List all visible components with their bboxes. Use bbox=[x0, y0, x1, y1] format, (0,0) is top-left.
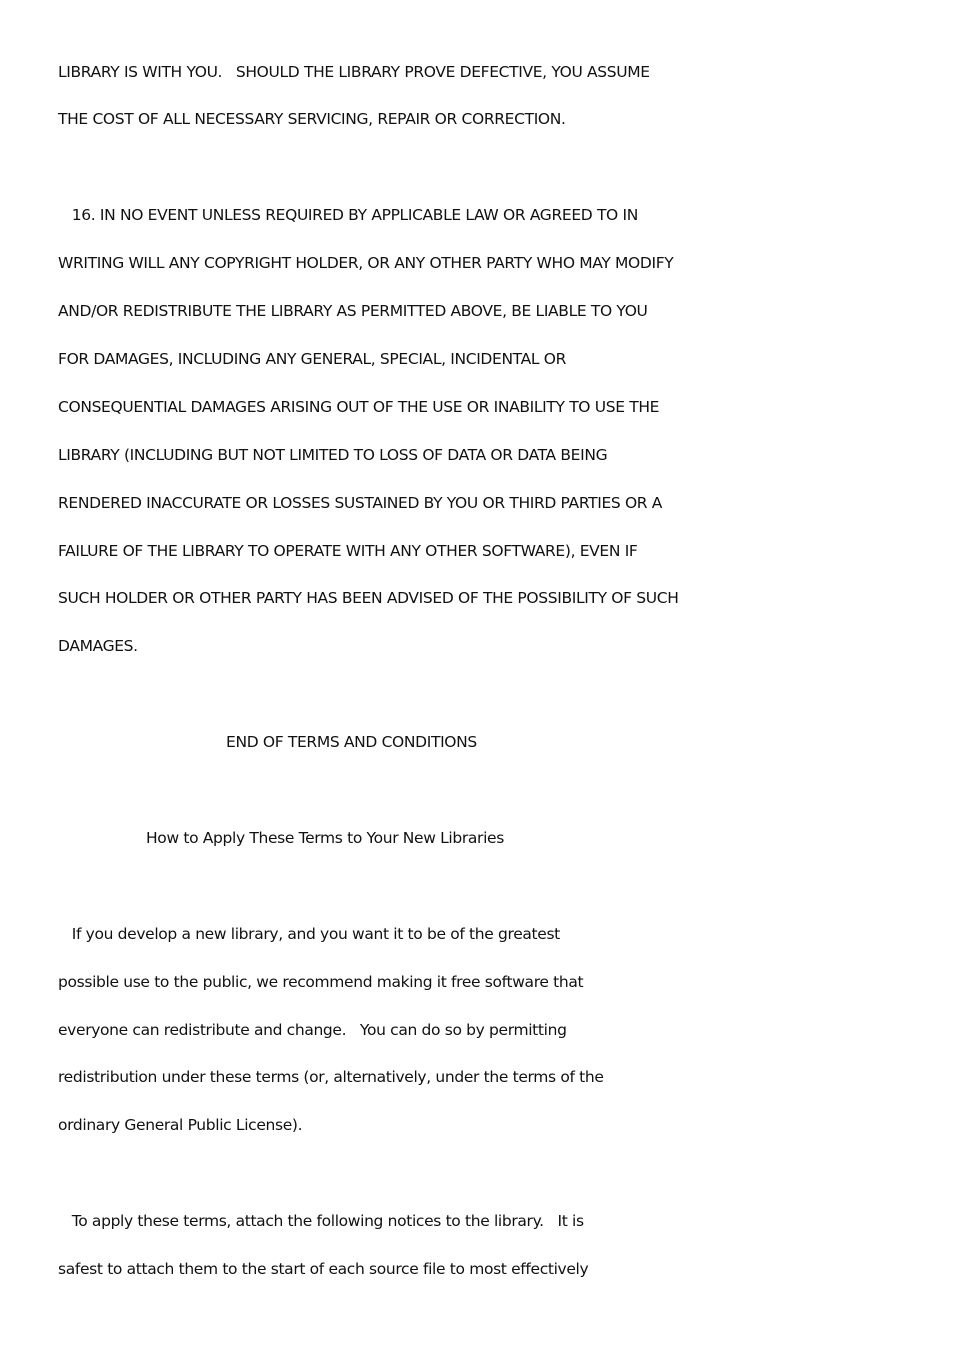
text-line: LIBRARY (INCLUDING BUT NOT LIMITED TO LOSS OF DATA OR DATA BEING bbox=[58, 446, 608, 464]
text-line: If you develop a new library, and you want it to be of the greatest bbox=[58, 925, 560, 943]
text-line: SUCH HOLDER OR OTHER PARTY HAS BEEN ADVISED OF THE POSSIBILITY OF SUCH bbox=[58, 589, 679, 607]
text-line: FOR DAMAGES, INCLUDING ANY GENERAL, SPECIAL, INCIDENTAL OR bbox=[58, 350, 566, 368]
text-line: WRITING WILL ANY COPYRIGHT HOLDER, OR ANY OTHER PARTY WHO MAY MODIFY bbox=[58, 254, 674, 272]
text-line: everyone can redistribute and change. You can do so by permitting bbox=[58, 1021, 567, 1039]
text-line: To apply these terms, attach the following notices to the library. It is bbox=[58, 1212, 584, 1230]
text-line: RENDERED INACCURATE OR LOSSES SUSTAINED BY YOU OR THIRD PARTIES OR A bbox=[58, 494, 663, 512]
section-heading: How to Apply These Terms to Your New Libraries bbox=[146, 829, 504, 847]
text-line: CONSEQUENTIAL DAMAGES ARISING OUT OF THE USE OR INABILITY TO USE THE bbox=[58, 398, 660, 416]
text-line: LIBRARY IS WITH YOU. SHOULD THE LIBRARY PROVE DEFECTIVE, YOU ASSUME bbox=[58, 63, 650, 81]
text-line: ordinary General Public License). bbox=[58, 1116, 303, 1134]
text-line: possible use to the public, we recommend making it free software that bbox=[58, 973, 584, 991]
text-line: redistribution under these terms (or, alternatively, under the terms of the bbox=[58, 1068, 604, 1086]
text-line: DAMAGES. bbox=[58, 637, 138, 655]
text-line: THE COST OF ALL NECESSARY SERVICING, REPAIR OR CORRECTION. bbox=[58, 110, 566, 128]
section-heading: END OF TERMS AND CONDITIONS bbox=[226, 733, 477, 751]
text-line: 16. IN NO EVENT UNLESS REQUIRED BY APPLICABLE LAW OR AGREED TO IN bbox=[58, 206, 638, 224]
text-line: safest to attach them to the start of each source file to most effectively bbox=[58, 1260, 589, 1278]
text-line: FAILURE OF THE LIBRARY TO OPERATE WITH ANY OTHER SOFTWARE), EVEN IF bbox=[58, 542, 638, 560]
text-line: AND/OR REDISTRIBUTE THE LIBRARY AS PERMITTED ABOVE, BE LIABLE TO YOU bbox=[58, 302, 648, 320]
